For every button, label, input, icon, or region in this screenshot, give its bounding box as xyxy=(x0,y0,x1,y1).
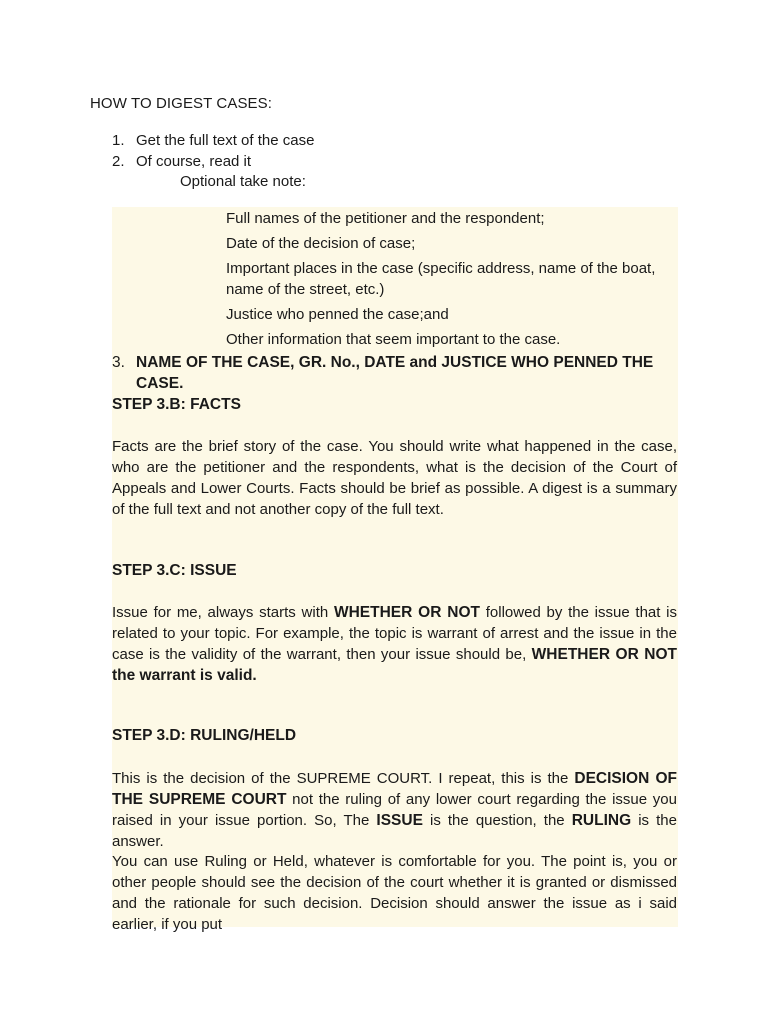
list-item-2 xyxy=(112,152,251,172)
issue-emphasis: WHETHER OR NOT the warrant is valid. xyxy=(112,646,677,684)
note-item: Justice who penned the case;and xyxy=(226,306,449,323)
optional-note-label: Optional take note: xyxy=(180,173,306,190)
document-title: HOW TO DIGEST CASES: xyxy=(90,95,273,112)
list-item-3 xyxy=(112,352,672,394)
issue-text: Issue for me, always starts with xyxy=(112,604,334,621)
ruling-paragraph-2: You can use Ruling or Held, whatever is comfortable for you. The point is, you or other people should see the decision of the court whether it is granted or dismissed and the rationale for such decision. Decision should answer the issue as i said earlier, if you put xyxy=(112,853,677,933)
issue-emphasis: WHETHER OR NOT xyxy=(333,604,481,621)
list-text: Get the full text of the case xyxy=(136,132,315,149)
ruling-text: is the answer. xyxy=(112,812,677,850)
list-number: 2. xyxy=(112,153,125,170)
ruling-emphasis: ISSUE xyxy=(376,812,423,829)
ruling-emphasis: DECISION OF THE SUPREME COURT xyxy=(112,770,677,808)
list-number: 3. xyxy=(112,354,125,371)
facts-paragraph: Facts are the brief story of the case. You should write what happened in the case, who are the petitioner and the respondents, what is the decision of the Court of Appeals and Lower Courts. Facts should be brief as possible. A digest is a summary of the full text and not another copy of the full text. xyxy=(112,438,677,518)
ruling-text: is the question, the xyxy=(422,812,572,829)
list-number: 1. xyxy=(112,132,125,149)
issue-heading: STEP 3.C: ISSUE xyxy=(112,562,237,579)
ruling-emphasis: RULING xyxy=(571,812,632,829)
note-item: Date of the decision of case; xyxy=(226,235,416,252)
list-text: Of course, read it xyxy=(136,153,252,170)
issue-text: followed by the issue that is related to your topic. For example, the topic is warrant of arrest and the issue in the case is the validity of the warrant, then your issue should be, xyxy=(112,604,677,663)
list-text: NAME OF THE CASE, GR. No., DATE and JUSTICE WHO PENNED THE CASE. xyxy=(136,354,654,392)
facts-heading: STEP 3.B: FACTS xyxy=(112,396,241,413)
note-item: Important places in the case (specific address, name of the boat, name of the street, etc.) xyxy=(226,260,656,298)
issue-paragraph xyxy=(112,602,677,686)
ruling-heading: STEP 3.D: RULING/HELD xyxy=(112,727,297,744)
note-item: Other information that seem important to the case. xyxy=(226,331,561,348)
ruling-text: This is the decision of the SUPREME COURT. I repeat, this is the xyxy=(112,770,575,787)
list-item-1 xyxy=(112,131,314,151)
notes-list xyxy=(226,208,666,354)
note-item: Full names of the petitioner and the respondent; xyxy=(226,210,545,227)
ruling-paragraph xyxy=(112,768,677,852)
ruling-text: not the ruling of any lower court regarding the issue you raised in your issue portion. So, The xyxy=(112,791,677,829)
